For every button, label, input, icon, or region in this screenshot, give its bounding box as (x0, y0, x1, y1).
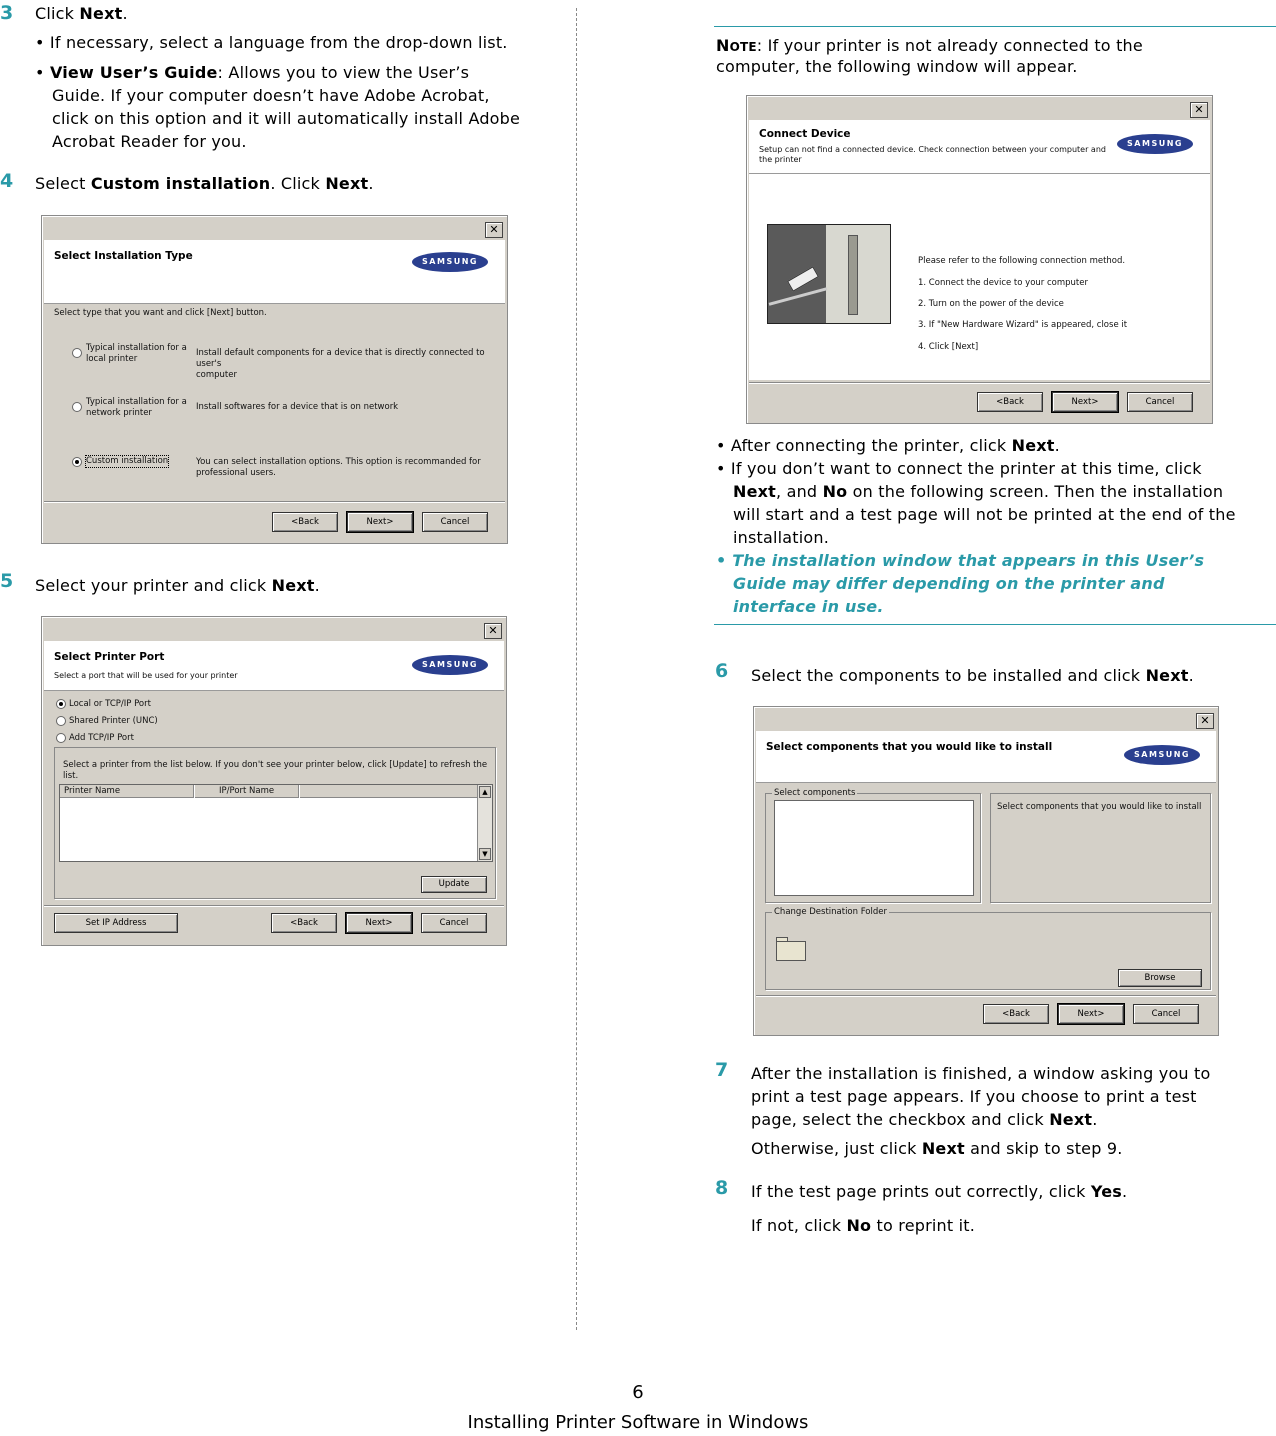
close-icon[interactable]: ✕ (485, 222, 503, 238)
note-bullet-not-connect-line3: will start and a test page will not be printed at the end of the (733, 505, 1236, 524)
close-icon[interactable]: ✕ (1190, 102, 1208, 118)
dialog-title: Connect Device (759, 128, 851, 140)
step-number-4: 4 (0, 170, 14, 192)
cancel-button[interactable]: Cancel (1133, 1004, 1199, 1024)
step-3-text: Click Next. (35, 4, 128, 23)
radio-typical-network[interactable] (72, 402, 82, 412)
note-line-1: NOTE: If your printer is not already connected to the (716, 36, 1143, 55)
components-description-group (990, 793, 1211, 903)
dialog-subtitle: Setup can not find a connected device. Check connection between your computer and the printer (759, 145, 1106, 164)
step-7-line3: page, select the checkbox and click Next. (751, 1110, 1098, 1129)
option-add-tcp: Add TCP/IP Port (69, 733, 134, 743)
note-bottom-rule (714, 624, 1276, 625)
printer-list-group (54, 747, 496, 899)
radio-local-tcp[interactable] (56, 699, 66, 709)
step-8-line1: If the test page prints out correctly, click Yes. (751, 1182, 1128, 1201)
note-bullet-differ-line3: interface in use. (733, 597, 884, 616)
next-button[interactable]: Next> (1058, 1004, 1124, 1024)
connect-step-3: 3. If "New Hardware Wizard" is appeared, close it (918, 320, 1128, 330)
radio-shared-printer[interactable] (56, 716, 66, 726)
connect-step-2: 2. Turn on the power of the device (918, 299, 1064, 309)
connect-step-4: 4. Click [Next] (918, 342, 979, 352)
connect-step-1: 1. Connect the device to your computer (918, 278, 1088, 288)
option-shared-printer: Shared Printer (UNC) (69, 716, 158, 726)
dialog-instruction: Select type that you want and click [Next] button. (54, 308, 267, 318)
dialog-separator (749, 382, 1210, 384)
printer-cable-illustration (767, 224, 891, 324)
step-3-bullet-guide-line4: Acrobat Reader for you. (52, 132, 247, 151)
list-scrollbar[interactable] (477, 785, 492, 861)
destination-folder-label: Change Destination Folder (774, 907, 887, 917)
select-components-label: Select components (774, 788, 856, 798)
note-line-2: computer, the following window will appear. (716, 57, 1078, 76)
radio-custom-install[interactable] (72, 457, 82, 467)
cancel-button[interactable]: Cancel (1127, 392, 1193, 412)
note-bullet-after-connect: • After connecting the printer, click Next. (716, 436, 1060, 455)
samsung-logo: SAMSUNG (412, 252, 488, 272)
note-bullet-differ-line2: Guide may differ depending on the printer and (733, 574, 1165, 593)
cancel-button[interactable]: Cancel (422, 512, 488, 532)
step-number-7: 7 (715, 1059, 729, 1081)
list-instruction: Select a printer from the list below. If you don't see your printer below, click [Update] to refresh the list. (63, 760, 488, 781)
step-3-bullet-guide: • View User’s Guide: Allows you to view the User’s (35, 63, 470, 82)
components-dialog (753, 706, 1219, 1036)
close-icon[interactable]: ✕ (1196, 713, 1214, 729)
step-number-8: 8 (715, 1177, 729, 1199)
column-header-printer-name[interactable]: Printer Name (60, 785, 194, 798)
dialog-header (756, 731, 1216, 783)
connect-intro: Please refer to the following connection method. (918, 256, 1126, 266)
next-button[interactable]: Next> (347, 512, 413, 532)
components-description: Select components that you would like to install (997, 802, 1202, 812)
samsung-logo: SAMSUNG (1124, 745, 1200, 765)
note-bullet-not-connect-line1: • If you don’t want to connect the printer at this time, click (716, 459, 1202, 478)
samsung-logo: SAMSUNG (412, 655, 488, 675)
step-number-6: 6 (715, 660, 729, 682)
samsung-logo: SAMSUNG (1117, 134, 1193, 154)
next-button[interactable]: Next> (346, 913, 412, 933)
option-custom-install-label: Custom installation (86, 456, 169, 466)
option-custom-install-desc: You can select installation options. This option is recommanded for professional users. (196, 457, 481, 478)
column-divider (576, 8, 577, 1330)
option-typical-network-desc: Install softwares for a device that is on network (196, 402, 399, 412)
radio-typical-local[interactable] (72, 348, 82, 358)
step-3-bullet-language: • If necessary, select a language from the drop-down list. (35, 33, 508, 52)
dialog-title: Select components that you would like to install (766, 741, 1053, 753)
connect-device-dialog (746, 95, 1213, 424)
dialog-subtitle: Select a port that will be used for your printer (54, 671, 238, 680)
step-4-text: Select Custom installation. Click Next. (35, 174, 374, 193)
select-components-group (765, 788, 981, 903)
step-8-line2: If not, click No to reprint it. (751, 1216, 976, 1235)
dialog-separator (44, 501, 505, 503)
note-top-rule (714, 26, 1276, 27)
dialog-header (749, 120, 1210, 174)
page-footer-title: Installing Printer Software in Windows (467, 1412, 809, 1433)
step-7-line2: print a test page appears. If you choose to print a test (751, 1087, 1197, 1106)
printer-list[interactable] (59, 784, 493, 862)
column-header-ip-port[interactable]: IP/Port Name (195, 785, 299, 798)
install-type-dialog (41, 215, 508, 544)
back-button[interactable]: <Back (983, 1004, 1049, 1024)
option-typical-local-label: Typical installation for a local printer (86, 343, 187, 364)
step-3-bullet-guide-line3: click on this option and it will automatically install Adobe (52, 109, 521, 128)
dialog-separator (44, 905, 504, 907)
step-3-bullet-guide-line2: Guide. If your computer doesn’t have Adobe Acrobat, (52, 86, 490, 105)
printer-port-dialog (41, 616, 507, 946)
set-ip-address-button[interactable]: Set IP Address (54, 913, 178, 933)
folder-icon (776, 937, 806, 961)
page-number: 6 (632, 1382, 644, 1403)
browse-button[interactable]: Browse (1118, 969, 1202, 987)
back-button[interactable]: <Back (977, 392, 1043, 412)
note-bullet-not-connect-line4: installation. (733, 528, 830, 547)
column-header-blank (300, 785, 478, 798)
update-button[interactable]: Update (421, 876, 487, 893)
cancel-button[interactable]: Cancel (421, 913, 487, 933)
step-5-text: Select your printer and click Next. (35, 576, 320, 595)
step-7-line4: Otherwise, just click Next and skip to step 9. (751, 1139, 1123, 1158)
close-icon[interactable]: ✕ (484, 623, 502, 639)
radio-add-tcp[interactable] (56, 733, 66, 743)
option-local-tcp: Local or TCP/IP Port (69, 699, 151, 709)
step-number-3: 3 (0, 2, 14, 24)
step-6-text: Select the components to be installed and click Next. (751, 666, 1194, 685)
back-button[interactable]: <Back (271, 913, 337, 933)
dialog-separator (756, 995, 1216, 997)
step-7-line1: After the installation is finished, a window asking you to (751, 1064, 1211, 1083)
dialog-title: Select Installation Type (54, 250, 193, 262)
dialog-header (44, 641, 504, 691)
option-typical-network-label: Typical installation for a network printer (86, 397, 187, 418)
dialog-title: Select Printer Port (54, 651, 165, 663)
scroll-down-icon[interactable]: ▼ (479, 848, 491, 860)
components-list[interactable] (774, 800, 974, 896)
scroll-up-icon[interactable]: ▲ (479, 786, 491, 798)
option-typical-local-desc: Install default components for a device that is directly connected to user's computer (196, 348, 485, 380)
note-bullet-differ-line1: • The installation window that appears in this User’s (716, 551, 1205, 570)
back-button[interactable]: <Back (272, 512, 338, 532)
note-bullet-not-connect-line2: Next, and No on the following screen. Then the installation (733, 482, 1224, 501)
destination-folder-group (765, 907, 1211, 990)
step-number-5: 5 (0, 570, 14, 592)
dialog-body (749, 174, 1210, 380)
dialog-header (44, 240, 505, 304)
next-button[interactable]: Next> (1052, 392, 1118, 412)
